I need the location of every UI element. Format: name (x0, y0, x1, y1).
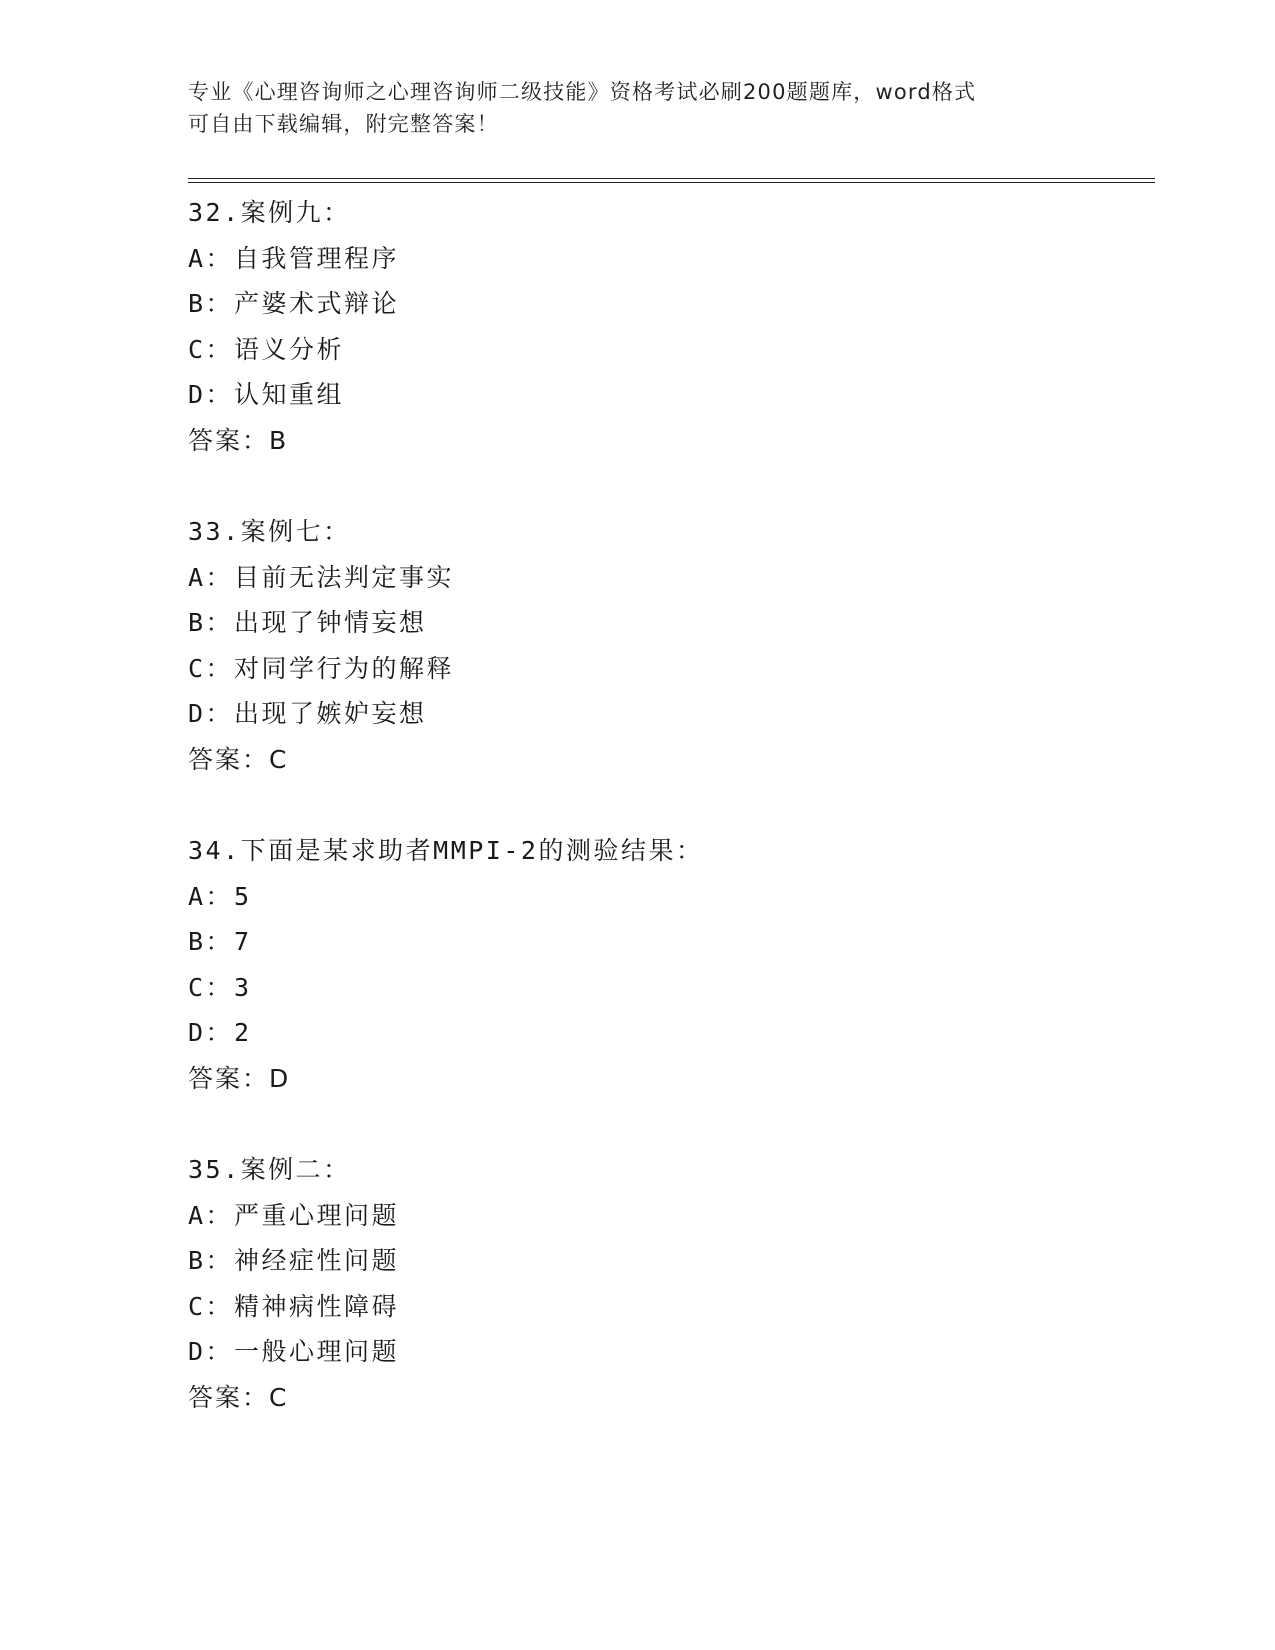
document-header (188, 76, 1088, 140)
option-text: 7 (234, 927, 252, 956)
option-text: 5 (234, 881, 252, 911)
option-label: B： (188, 289, 234, 318)
option-text: 产婆术式辩论 (234, 289, 400, 318)
option-label: D： (188, 1018, 234, 1047)
question-35 (188, 1147, 1148, 1420)
option-c (188, 327, 1148, 373)
header-divider (188, 178, 1155, 183)
question-stem: 34.下面是某求助者MMPI-2的测验结果： (188, 836, 704, 865)
option-label: C： (188, 334, 234, 364)
question-stem: 32.案例九： (188, 198, 351, 227)
option-text: 自我管理程序 (234, 243, 400, 273)
option-b (188, 919, 1148, 965)
option-label: C： (188, 653, 234, 683)
option-label: D： (188, 1337, 234, 1366)
option-text: 神经症性问题 (234, 1246, 400, 1275)
option-a (188, 555, 1148, 601)
option-a (188, 874, 1148, 920)
option-text: 2 (234, 1018, 252, 1047)
option-text: 对同学行为的解释 (234, 653, 455, 683)
question-stem: 35.案例二： (188, 1155, 351, 1184)
option-label: A： (188, 562, 234, 592)
option-text: 语义分析 (234, 334, 345, 364)
option-d (188, 691, 1148, 737)
option-a (188, 236, 1148, 282)
option-label: D： (188, 380, 234, 409)
option-text: 3 (234, 972, 252, 1002)
option-text: 出现了钟情妄想 (234, 608, 427, 637)
option-c (188, 965, 1148, 1011)
option-d (188, 1010, 1148, 1056)
answer-line: 答案：B (188, 425, 289, 455)
option-text: 认知重组 (234, 380, 345, 409)
header-line-2: 可自由下载编辑，附完整答案！ (188, 112, 499, 136)
question-34 (188, 828, 1148, 1101)
option-text: 一般心理问题 (234, 1337, 400, 1366)
option-label: A： (188, 1200, 234, 1230)
header-line-1: 专业《心理咨询师之心理咨询师二级技能》资格考试必刷200题题库，word格式 (188, 80, 977, 104)
option-label: B： (188, 927, 234, 956)
question-32 (188, 190, 1148, 463)
question-33 (188, 509, 1148, 782)
option-b (188, 1238, 1148, 1284)
option-d (188, 1329, 1148, 1375)
option-label: A： (188, 881, 234, 911)
option-label: A： (188, 243, 234, 273)
option-a (188, 1193, 1148, 1239)
answer-line: 答案：C (188, 1382, 289, 1412)
option-text: 目前无法判定事实 (234, 562, 455, 592)
option-text: 严重心理问题 (234, 1200, 400, 1230)
option-text: 精神病性障碍 (234, 1291, 400, 1321)
answer-line: 答案：D (188, 1063, 291, 1093)
option-c (188, 1284, 1148, 1330)
question-list (188, 190, 1148, 1420)
answer-line: 答案：C (188, 744, 289, 774)
option-label: D： (188, 699, 234, 728)
option-label: B： (188, 608, 234, 637)
option-text: 出现了嫉妒妄想 (234, 699, 427, 728)
option-c (188, 646, 1148, 692)
question-stem: 33.案例七： (188, 517, 351, 546)
option-label: C： (188, 972, 234, 1002)
option-label: B： (188, 1246, 234, 1275)
option-b (188, 281, 1148, 327)
option-label: C： (188, 1291, 234, 1321)
option-b (188, 600, 1148, 646)
option-d (188, 372, 1148, 418)
